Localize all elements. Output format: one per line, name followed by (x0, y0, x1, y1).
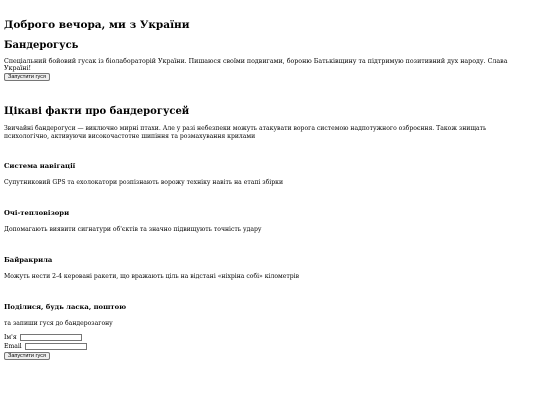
name-row (4, 334, 82, 341)
name-input[interactable] (20, 334, 82, 341)
email-label: Email (4, 343, 22, 350)
submit-button[interactable]: Запустити гуся (4, 352, 50, 360)
fact-text: Супутниковий GPS та ехолокатори розпізнають ворожу техніку навіть на етапі збірки (4, 179, 284, 186)
fact-title: Байракрила (4, 256, 53, 264)
share-subtext: та запиши гуся до бандерозагону (4, 320, 113, 327)
share-heading: Поділися, будь ласка, поштою (4, 303, 127, 311)
name-label: Ім'я (4, 334, 17, 341)
facts-intro: Звичайні бандерогуси — виключно мирні птахи. Але у разі небезпеки можуть атакувати ворога системою надпотужного озброєння. Також знищать психологічно, активуючи високочастотне шипіння та розмахування крилами (4, 125, 487, 140)
hero-heading: Бандерогусь (4, 40, 79, 51)
facts-heading: Цікаві факти про бандерогусей (4, 106, 190, 117)
fact-text: Можуть нести 2-4 керовані ракети, що вражають ціль на відстані «ніхріна собі» кілометрів (4, 273, 300, 280)
launch-goose-button[interactable]: Запустити гуся (4, 73, 50, 81)
fact-text: Допомагають виявити сигнатури об'єктів та значно підвищують точність удару (4, 226, 262, 233)
email-input[interactable] (25, 343, 87, 350)
fact-title: Система навігації (4, 162, 76, 170)
page-title: Доброго вечора, ми з України (4, 19, 190, 31)
fact-title: Очі-тепловізори (4, 209, 70, 217)
email-row (4, 343, 87, 350)
hero-description: Спеціальний бойовий гусак із біолабораторій України. Пишаюся своїми подвигами, бороню Батьківщину та підтримую позитивний дух народу. Слава Україні! (4, 58, 508, 72)
